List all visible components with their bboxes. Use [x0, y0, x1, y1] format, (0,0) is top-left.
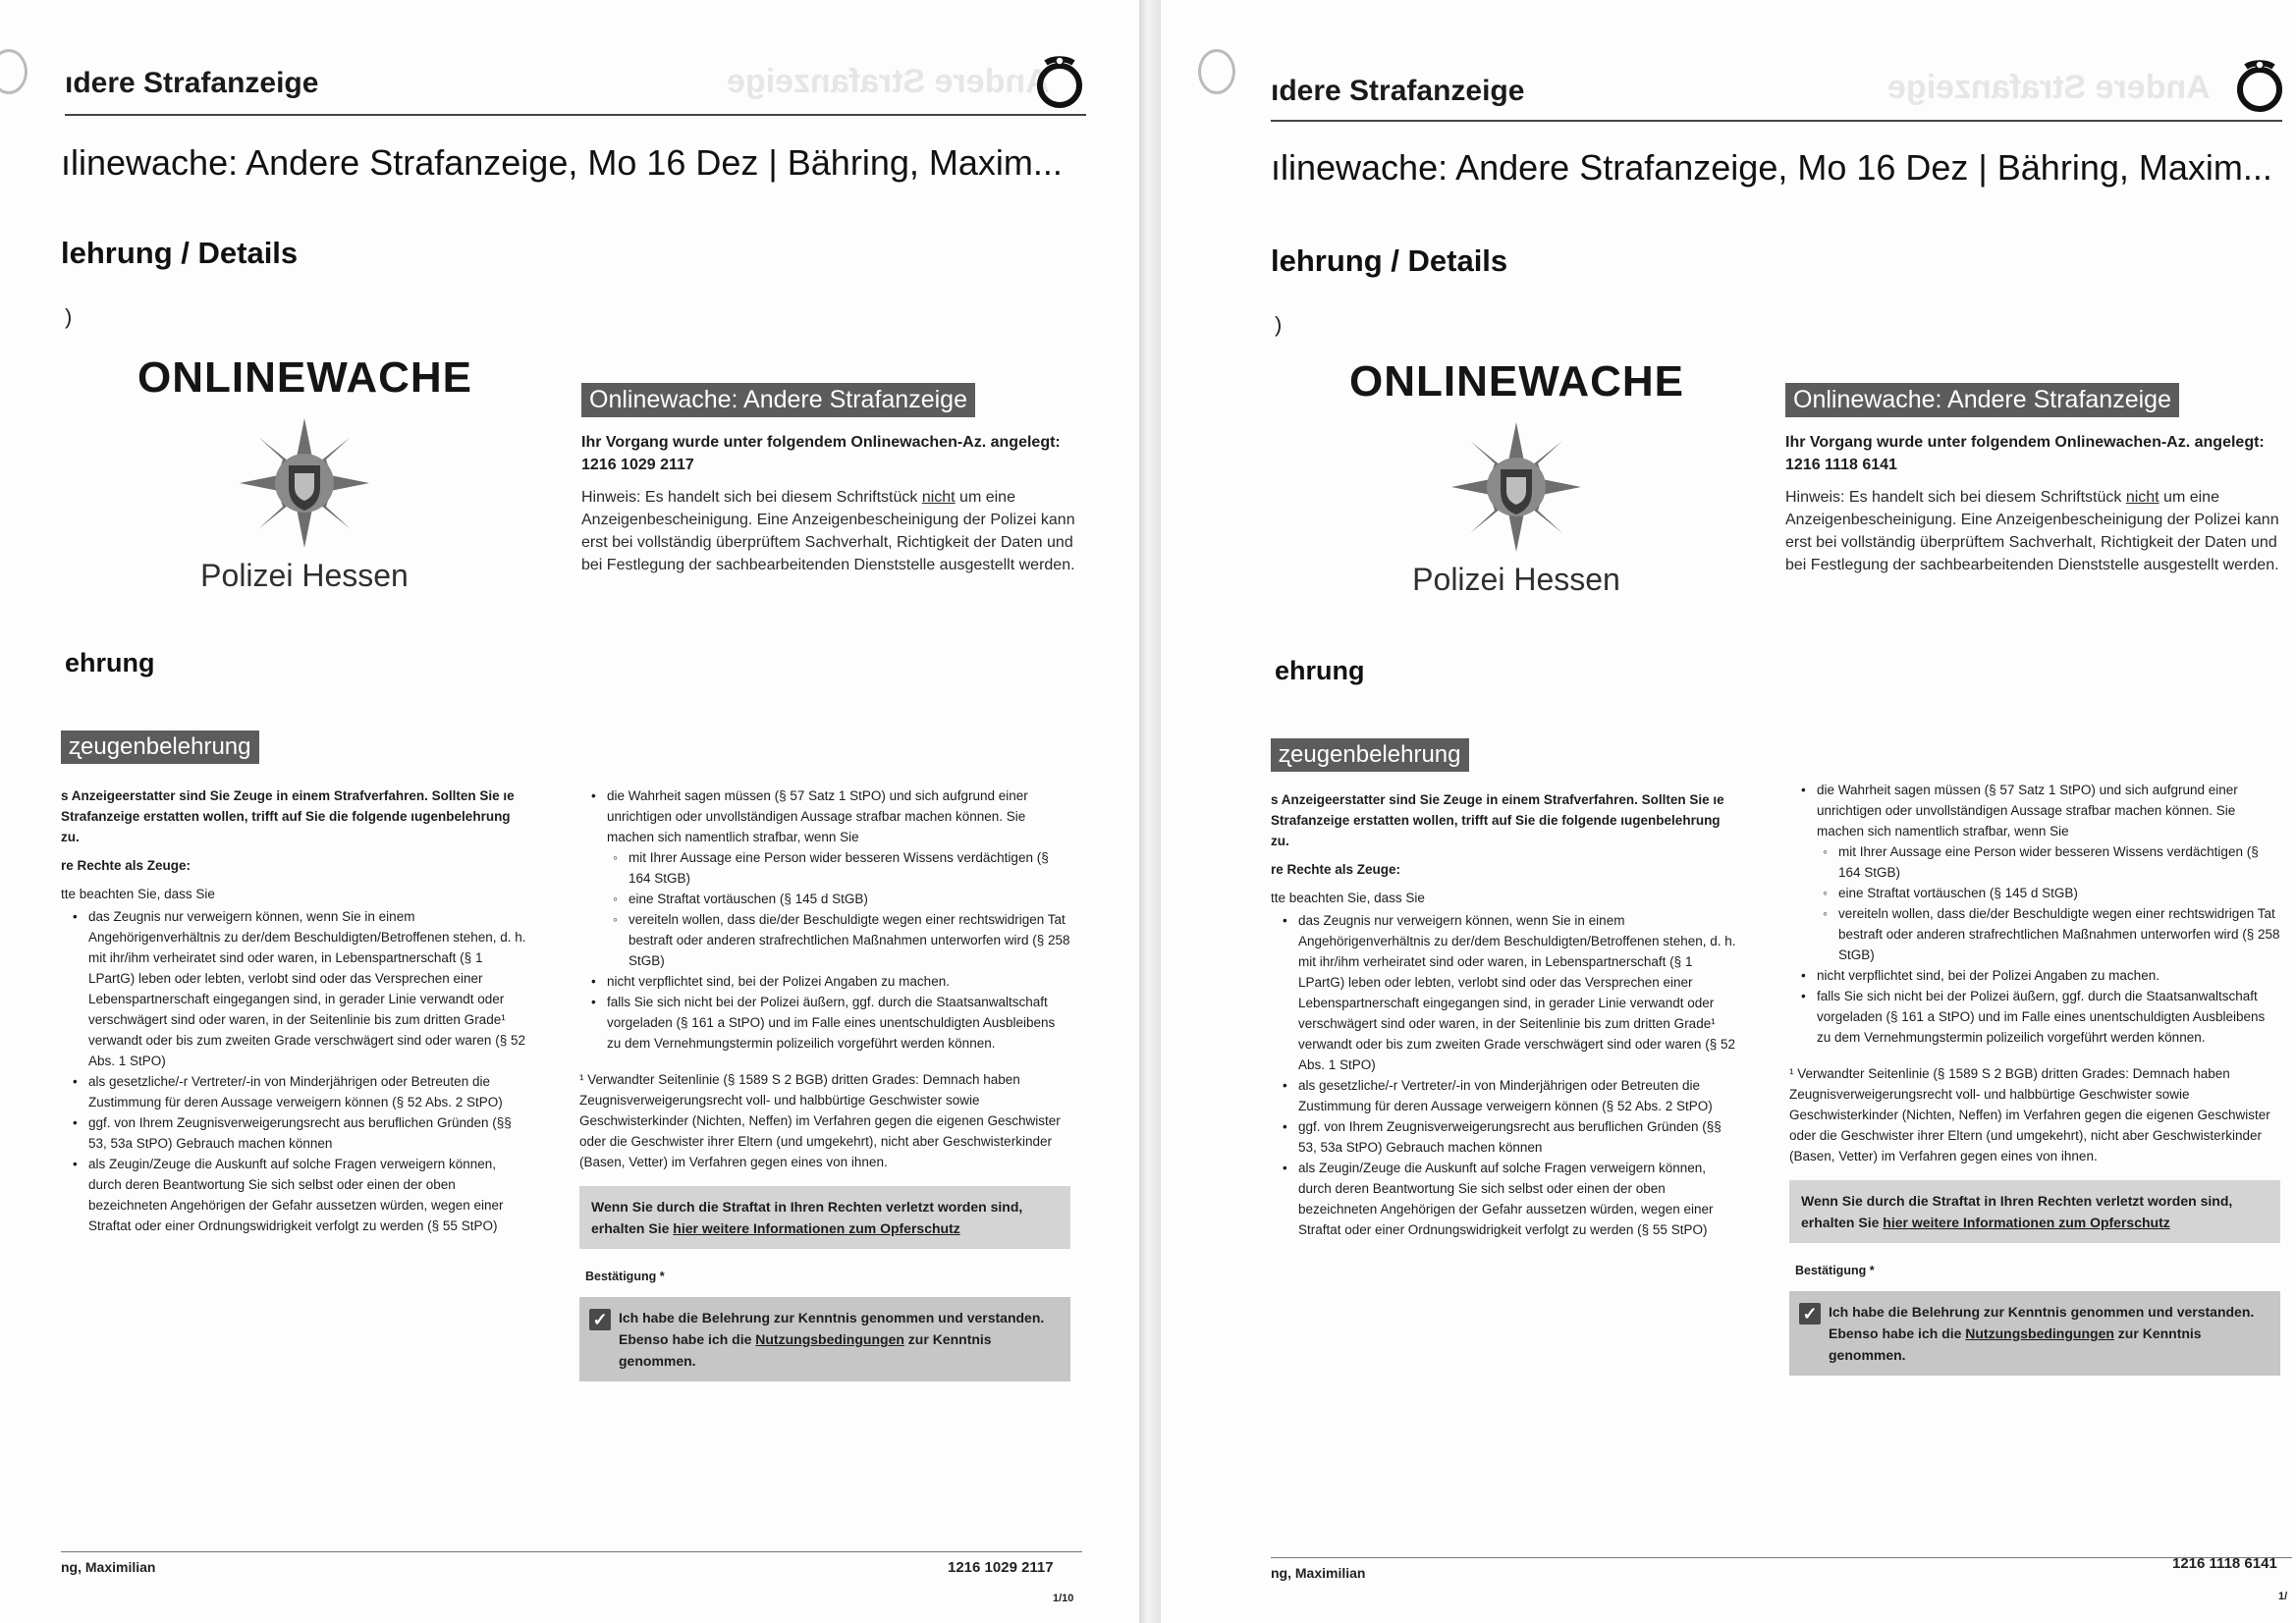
confirm-box[interactable]: ✓ Ich habe die Belehrung zur Kenntnis genommen und verstanden. Ebenso habe ich die Nutzungsbedingungen zur Kenntnis genommen.: [1789, 1291, 2280, 1376]
header-rule: [1271, 120, 2282, 122]
reference-line: Ihr Vorgang wurde unter folgendem Onlinewachen-Az. angelegt: 1216 1118 6141: [1785, 434, 2265, 473]
brand-wordmark: ONLINEWACHE: [137, 353, 472, 402]
bleed-through-text: Andere Strafanzeige: [1887, 69, 2211, 106]
section-belehrung-details: lehrung / Details: [61, 236, 299, 270]
tick-mark: ): [65, 304, 73, 329]
police-star-icon: [1448, 418, 1585, 556]
confirm-label: Bestätigung *: [585, 1270, 665, 1283]
witness-rights-right-column: [1789, 780, 2280, 1376]
list-item: • ggf. von Ihrem Zeugnisverweigerungsrecht aus beruflichen Gründen (§§ 53, 53a StPO) Gebrauch machen können: [61, 1112, 527, 1154]
header-title: ıdere Strafanzeige: [65, 67, 319, 99]
list-item: • die Wahrheit sagen müssen (§ 57 Satz 1 StPO) und sich aufgrund einer unrichtigen oder unvollständigen Aussage strafbar machen können. Sie machen sich namentlich strafbar, wenn Sie ◦ mit Ihrer Aussage eine Person wider besseren Wissens verdächtigen (§ 164 StGB) ◦ eine Straftat vortäuschen (§ 145 d StGB) ◦ vereiteln wollen, dass die/der Beschuldigte wegen einer rechtswidrigen Tat bestraft oder anderen strafrechtlichen Maßnahmen unterworfen wird (§ 258 StGB): [1789, 780, 2280, 965]
zeugenbelehrung-heading: ʐeugenbelehrung: [1271, 738, 1469, 772]
list-item: • das Zeugnis nur verweigern können, wenn Sie in einem Angehörigenverhältnis zu der/dem Beschuldigten/Betroffenen stehen, d. h. mit ihr/ihm verheiratet sind oder waren, in Lebenspartnerschaft (§ 1 LPartG) leben oder lebten, verlobt sind oder das Versprechen einer Lebenspartnerschaft eingegangen sind, in gerader Linie verwandt oder verschwägert sind oder waren, in der Seitenlinie bis zum dritten Grade¹ verwandt oder bis zum zweiten Grade verschwägert sind oder waren (§ 52 Abs. 1 StPO): [61, 906, 527, 1071]
footnote: ¹ Verwandter Seitenlinie (§ 1589 S 2 BGB) dritten Grades: Demnach haben Zeugnisverweigerungsrecht voll- und halbbürtige Geschwister sowie Geschwisterkinder (Nichten, Neffen) im Verfahren gegen die eigenen Geschwister oder die Geschwister ihrer Eltern (und umgekehrt), nicht aber Geschwisterkinder (Basen, Vetter) im Verfahren gegen eines von ihnen.: [579, 1072, 1061, 1169]
hinweis-text: Hinweis: Es handelt sich bei diesem Schriftstück nicht um eine Anzeigenbescheinigung. Eine Anzeigenbescheinigung der Polizei kann erst bei vollständig überprüftem Sachverhalt, Richtigkeit der Daten und bei Festlegung der sachbearbeitenden Dienststelle ausgestellt werden.: [1785, 489, 2279, 573]
header-rule: [65, 114, 1086, 116]
brand-subtitle: Polizei Hessen: [200, 558, 409, 593]
scanned-page-right: [1161, 0, 2296, 1623]
punch-hole: [1198, 49, 1235, 94]
intro-text: s Anzeigeerstatter sind Sie Zeuge in einem Strafverfahren. Sollten Sie ıe Strafanzeige erstatten wollen, trifft auf Sie die folgende ıugenbelehrung zu.: [61, 788, 515, 844]
footer-reference: 1216 1029 2117: [948, 1559, 1054, 1576]
footnote: ¹ Verwandter Seitenlinie (§ 1589 S 2 BGB) dritten Grades: Demnach haben Zeugnisverweigerungsrecht voll- und halbbürtige Geschwister sowie Geschwisterkinder (Nichten, Neffen) im Verfahren gegen die eigenen Geschwister oder die Geschwister ihrer Eltern (und umgekehrt), nicht aber Geschwisterkinder (Basen, Vetter) im Verfahren gegen eines von ihnen.: [1789, 1066, 2270, 1163]
hinweis-text: Hinweis: Es handelt sich bei diesem Schriftstück nicht um eine Anzeigenbescheinigung. Eine Anzeigenbescheinigung der Polizei kann erst bei vollständig überprüftem Sachverhalt, Richtigkeit der Daten und bei Festlegung der sachbearbeitenden Dienststelle ausgestellt werden.: [581, 489, 1075, 573]
rights-intro: tte beachten Sie, dass Sie: [1271, 891, 1425, 905]
rights-list: [61, 906, 527, 1236]
page-gutter: [1139, 0, 1161, 1623]
info-box-heading: Onlinewache: Andere Strafanzeige: [1785, 383, 2179, 417]
opferschutz-box: Wenn Sie durch die Straftat in Ihren Rechten verletzt worden sind, erhalten Sie hier weitere Informationen zum Opferschutz: [1789, 1180, 2280, 1243]
checked-checkbox-icon[interactable]: ✓: [1799, 1303, 1821, 1325]
list-item: • ggf. von Ihrem Zeugnisverweigerungsrecht aus beruflichen Gründen (§§ 53, 53a StPO) Gebrauch machen können: [1271, 1116, 1737, 1158]
punch-hole: [0, 49, 27, 94]
footer-name: ng, Maximilian: [61, 1559, 156, 1575]
sub-list: [607, 847, 1070, 971]
info-box-heading: Onlinewache: Andere Strafanzeige: [581, 383, 975, 417]
footer-rule: [61, 1551, 1082, 1552]
opferschutz-box: Wenn Sie durch die Straftat in Ihren Rechten verletzt worden sind, erhalten Sie hier weitere Informationen zum Opferschutz: [579, 1186, 1070, 1249]
police-logo-icon: [1031, 53, 1088, 110]
footer-name: ng, Maximilian: [1271, 1565, 1366, 1581]
sub-list-item: ◦ eine Straftat vortäuschen (§ 145 d StGB): [1817, 883, 2280, 903]
checked-checkbox-icon[interactable]: ✓: [589, 1309, 611, 1330]
info-box: [581, 383, 1092, 576]
sub-list-item: ◦ mit Ihrer Aussage eine Person wider besseren Wissens verdächtigen (§ 164 StGB): [1817, 841, 2280, 883]
list-item: • die Wahrheit sagen müssen (§ 57 Satz 1 StPO) und sich aufgrund einer unrichtigen oder unvollständigen Aussage strafbar machen können. Sie machen sich namentlich strafbar, wenn Sie ◦ mit Ihrer Aussage eine Person wider besseren Wissens verdächtigen (§ 164 StGB) ◦ eine Straftat vortäuschen (§ 145 d StGB) ◦ vereiteln wollen, dass die/der Beschuldigte wegen einer rechtswidrigen Tat bestraft oder anderen strafrechtlichen Maßnahmen unterworfen wird (§ 258 StGB): [579, 785, 1070, 971]
page-number: 1/: [2278, 1591, 2288, 1602]
onlinewache-logo: [1349, 357, 1683, 598]
police-logo-icon: [2231, 57, 2288, 114]
onlinewache-logo: [137, 353, 471, 594]
section-belehrung: ehrung: [1275, 656, 1365, 685]
police-star-icon: [236, 414, 373, 552]
sub-list-item: ◦ eine Straftat vortäuschen (§ 145 d StGB): [607, 889, 1070, 909]
footer-rule: [1271, 1557, 2292, 1558]
duties-list: [579, 785, 1070, 1054]
rights-intro: tte beachten Sie, dass Sie: [61, 887, 215, 901]
scanned-page-left: [0, 0, 1139, 1623]
opferschutz-link[interactable]: hier weitere Informationen zum Opferschutz: [1883, 1215, 2170, 1230]
list-item: • als gesetzliche/-r Vertreter/-in von Minderjährigen oder Betreuten die Zustimmung für deren Aussage verweigern können (§ 52 Abs. 2 StPO): [1271, 1075, 1737, 1116]
witness-rights-left-column: [61, 785, 527, 1236]
witness-rights-right-column: [579, 785, 1070, 1381]
page-title: ılinewache: Andere Strafanzeige, Mo 16 Dez | Bähring, Maxim...: [1271, 147, 2272, 188]
sub-list-item: ◦ mit Ihrer Aussage eine Person wider besseren Wissens verdächtigen (§ 164 StGB): [607, 847, 1070, 889]
nutzungsbedingungen-link[interactable]: Nutzungsbedingungen: [1965, 1325, 2114, 1341]
info-box: [1785, 383, 2296, 576]
witness-rights-left-column: [1271, 789, 1737, 1240]
footer-reference: 1216 1118 6141: [2172, 1555, 2277, 1572]
opferschutz-link[interactable]: hier weitere Informationen zum Opferschutz: [673, 1220, 960, 1236]
tick-mark: ): [1275, 312, 1283, 337]
sub-list-item: ◦ vereiteln wollen, dass die/der Beschuldigte wegen einer rechtswidrigen Tat bestraft oder anderen strafrechtlichen Maßnahmen unterworfen wird (§ 258 StGB): [1817, 903, 2280, 965]
nutzungsbedingungen-link[interactable]: Nutzungsbedingungen: [755, 1331, 904, 1347]
page-number: 1/10: [1053, 1593, 1074, 1604]
list-item: • als Zeugin/Zeuge die Auskunft auf solche Fragen verweigern können, durch deren Beantwortung Sie sich selbst oder einen der oben bezeichneten Angehörigen der Gefahr aussetzen würden, wegen einer Straftat oder einer Ordnungswidrigkeit verfolgt zu werden (§ 55 StPO): [1271, 1158, 1737, 1240]
sub-list: [1817, 841, 2280, 965]
rights-list: [1271, 910, 1737, 1240]
list-item: • als gesetzliche/-r Vertreter/-in von Minderjährigen oder Betreuten die Zustimmung für deren Aussage verweigern können (§ 52 Abs. 2 StPO): [61, 1071, 527, 1112]
list-item: • nicht verpflichtet sind, bei der Polizei Angaben zu machen.: [579, 971, 1070, 992]
sub-list-item: ◦ vereiteln wollen, dass die/der Beschuldigte wegen einer rechtswidrigen Tat bestraft oder anderen strafrechtlichen Maßnahmen unterworfen wird (§ 258 StGB): [607, 909, 1070, 971]
intro-text: s Anzeigeerstatter sind Sie Zeuge in einem Strafverfahren. Sollten Sie ıe Strafanzeige erstatten wollen, trifft auf Sie die folgende ıugenbelehrung zu.: [1271, 792, 1724, 848]
bleed-through-text: Andere Strafanzeige: [727, 63, 1050, 100]
list-item: • falls Sie sich nicht bei der Polizei äußern, ggf. durch die Staatsanwaltschaft vorgeladen (§ 161 a StPO) und im Falle eines unentschuldigten Ausbleibens zu dem Vernehmungstermin polizeilich vorgeführt werden können.: [1789, 986, 2280, 1048]
section-belehrung: ehrung: [65, 648, 155, 677]
brand-subtitle: Polizei Hessen: [1412, 562, 1620, 597]
confirm-label: Bestätigung *: [1795, 1264, 1875, 1277]
zeugenbelehrung-heading: ʐeugenbelehrung: [61, 730, 259, 764]
confirm-box[interactable]: ✓ Ich habe die Belehrung zur Kenntnis genommen und verstanden. Ebenso habe ich die Nutzungsbedingungen zur Kenntnis genommen.: [579, 1297, 1070, 1381]
list-item: • das Zeugnis nur verweigern können, wenn Sie in einem Angehörigenverhältnis zu der/dem Beschuldigten/Betroffenen stehen, d. h. mit ihr/ihm verheiratet sind oder waren, in Lebenspartnerschaft (§ 1 LPartG) leben oder lebten, verlobt sind oder das Versprechen einer Lebenspartnerschaft eingegangen sind, in gerader Linie verwandt oder verschwägert sind oder waren, in der Seitenlinie bis zum dritten Grade¹ verwandt oder bis zum zweiten Grade verschwägert sind oder waren (§ 52 Abs. 1 StPO): [1271, 910, 1737, 1075]
header-title: ıdere Strafanzeige: [1271, 75, 1525, 107]
rights-heading: re Rechte als Zeuge:: [1271, 862, 1401, 877]
reference-line: Ihr Vorgang wurde unter folgendem Onlinewachen-Az. angelegt: 1216 1029 2117: [581, 434, 1061, 473]
page-title: ılinewache: Andere Strafanzeige, Mo 16 Dez | Bähring, Maxim...: [61, 142, 1063, 183]
list-item: • falls Sie sich nicht bei der Polizei äußern, ggf. durch die Staatsanwaltschaft vorgeladen (§ 161 a StPO) und im Falle eines unentschuldigten Ausbleibens zu dem Vernehmungstermin polizeilich vorgeführt werden können.: [579, 992, 1070, 1054]
rights-heading: re Rechte als Zeuge:: [61, 858, 191, 873]
section-belehrung-details: lehrung / Details: [1271, 243, 1508, 278]
brand-wordmark: ONLINEWACHE: [1349, 357, 1684, 406]
list-item: • als Zeugin/Zeuge die Auskunft auf solche Fragen verweigern können, durch deren Beantwortung Sie sich selbst oder einen der oben bezeichneten Angehörigen der Gefahr aussetzen würden, wegen einer Straftat oder einer Ordnungswidrigkeit verfolgt zu werden (§ 55 StPO): [61, 1154, 527, 1236]
duties-list: [1789, 780, 2280, 1048]
list-item: • nicht verpflichtet sind, bei der Polizei Angaben zu machen.: [1789, 965, 2280, 986]
